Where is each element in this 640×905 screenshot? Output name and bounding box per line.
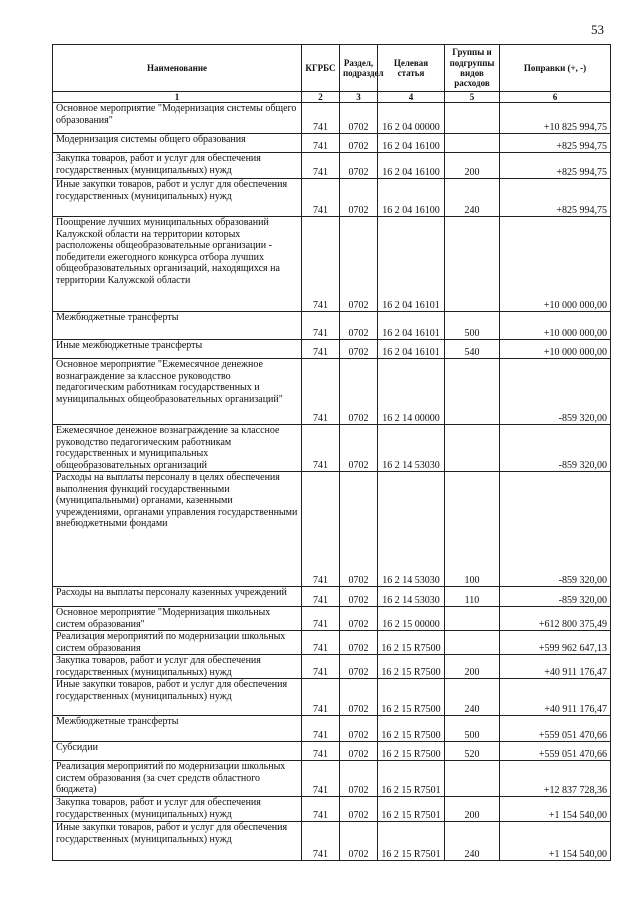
row-group-cell bbox=[445, 607, 500, 631]
row-kgrbs-cell: 741 bbox=[302, 217, 340, 312]
row-target-cell: 16 2 14 53030 bbox=[378, 472, 445, 587]
row-section-cell: 0702 bbox=[340, 359, 378, 425]
table-row bbox=[53, 217, 611, 312]
header-amendments: Поправки (+, -) bbox=[500, 45, 611, 92]
row-name-cell: Закупка товаров, работ и услуг для обеспечения государственных (муниципальных) нужд bbox=[53, 153, 302, 179]
table-body bbox=[53, 103, 611, 861]
row-amount-cell: +10 000 000,00 bbox=[500, 312, 611, 340]
row-amount-cell: +40 911 176,47 bbox=[500, 679, 611, 716]
row-section-cell: 0702 bbox=[340, 587, 378, 607]
row-group-cell bbox=[445, 217, 500, 312]
header-target: Целевая статья bbox=[378, 45, 445, 92]
row-name-cell: Реализация мероприятий по модернизации школьных систем образования (за счет средств областного бюджета) bbox=[53, 761, 302, 797]
row-kgrbs-cell: 741 bbox=[302, 822, 340, 861]
row-section-cell: 0702 bbox=[340, 631, 378, 655]
row-amount-cell: -859 320,00 bbox=[500, 587, 611, 607]
row-amount-cell: +10 000 000,00 bbox=[500, 340, 611, 359]
row-kgrbs-cell: 741 bbox=[302, 153, 340, 179]
row-group-cell: 500 bbox=[445, 312, 500, 340]
table-row bbox=[53, 179, 611, 217]
row-section-cell: 0702 bbox=[340, 179, 378, 217]
row-amount-cell: +12 837 728,36 bbox=[500, 761, 611, 797]
row-kgrbs-cell: 741 bbox=[302, 761, 340, 797]
row-section-cell: 0702 bbox=[340, 340, 378, 359]
row-target-cell: 16 2 04 16100 bbox=[378, 179, 445, 217]
table-row bbox=[53, 312, 611, 340]
row-kgrbs-cell: 741 bbox=[302, 742, 340, 761]
table-row bbox=[53, 679, 611, 716]
table-row bbox=[53, 761, 611, 797]
row-kgrbs-cell: 741 bbox=[302, 655, 340, 679]
row-name-cell: Реализация мероприятий по модернизации школьных систем образования bbox=[53, 631, 302, 655]
row-target-cell: 16 2 15 00000 bbox=[378, 607, 445, 631]
row-name-cell: Расходы на выплаты персоналу казенных учреждений bbox=[53, 587, 302, 607]
row-section-cell: 0702 bbox=[340, 607, 378, 631]
row-group-cell: 500 bbox=[445, 716, 500, 742]
row-group-cell: 240 bbox=[445, 679, 500, 716]
column-number: 5 bbox=[445, 92, 500, 103]
row-section-cell: 0702 bbox=[340, 425, 378, 472]
row-name-cell: Основное мероприятие "Модернизация школьных систем образования" bbox=[53, 607, 302, 631]
table-row bbox=[53, 716, 611, 742]
table-row bbox=[53, 340, 611, 359]
row-kgrbs-cell: 741 bbox=[302, 472, 340, 587]
row-name-cell: Иные закупки товаров, работ и услуг для обеспечения государственных (муниципальных) нужд bbox=[53, 679, 302, 716]
row-name-cell: Основное мероприятие "Ежемесячное денежное вознаграждение за классное руководство педагогическим работникам государственных и муниципальных общеобразовательных организаций" bbox=[53, 359, 302, 425]
row-kgrbs-cell: 741 bbox=[302, 716, 340, 742]
row-name-cell: Иные межбюджетные трансферты bbox=[53, 340, 302, 359]
table-row bbox=[53, 607, 611, 631]
row-amount-cell: +40 911 176,47 bbox=[500, 655, 611, 679]
table-row bbox=[53, 797, 611, 822]
row-section-cell: 0702 bbox=[340, 103, 378, 134]
row-amount-cell: -859 320,00 bbox=[500, 425, 611, 472]
row-kgrbs-cell: 741 bbox=[302, 340, 340, 359]
row-name-cell: Иные закупки товаров, работ и услуг для обеспечения государственных (муниципальных) нужд bbox=[53, 179, 302, 217]
row-name-cell: Основное мероприятие "Модернизация системы общего образования" bbox=[53, 103, 302, 134]
row-target-cell: 16 2 15 R7500 bbox=[378, 631, 445, 655]
row-group-cell bbox=[445, 631, 500, 655]
row-amount-cell: -859 320,00 bbox=[500, 359, 611, 425]
header-kgrbs: КГРБС bbox=[302, 45, 340, 92]
table-row bbox=[53, 587, 611, 607]
row-kgrbs-cell: 741 bbox=[302, 607, 340, 631]
row-section-cell: 0702 bbox=[340, 761, 378, 797]
row-name-cell: Ежемесячное денежное вознаграждение за классное руководство педагогическим работникам государственных и муниципальных общеобразовательных организаций bbox=[53, 425, 302, 472]
row-group-cell bbox=[445, 359, 500, 425]
row-group-cell: 200 bbox=[445, 655, 500, 679]
column-number: 6 bbox=[500, 92, 611, 103]
row-group-cell: 540 bbox=[445, 340, 500, 359]
row-section-cell: 0702 bbox=[340, 312, 378, 340]
row-kgrbs-cell: 741 bbox=[302, 312, 340, 340]
row-target-cell: 16 2 04 16101 bbox=[378, 312, 445, 340]
row-kgrbs-cell: 741 bbox=[302, 134, 340, 153]
row-target-cell: 16 2 04 00000 bbox=[378, 103, 445, 134]
row-name-cell: Межбюджетные трансферты bbox=[53, 716, 302, 742]
row-amount-cell: +825 994,75 bbox=[500, 153, 611, 179]
row-section-cell: 0702 bbox=[340, 153, 378, 179]
header-name: Наименование bbox=[53, 45, 302, 92]
header-section: Раздел, подраздел bbox=[340, 45, 378, 92]
row-group-cell: 110 bbox=[445, 587, 500, 607]
row-name-cell: Поощрение лучших муниципальных образований Калужской области на территории которых расположены общеобразовательные организации - победители ежегодного конкурса отбора лучших общеобразовательных организаций, находящихся на территории Калужской области bbox=[53, 217, 302, 312]
row-target-cell: 16 2 15 R7501 bbox=[378, 822, 445, 861]
row-amount-cell: +559 051 470,66 bbox=[500, 742, 611, 761]
row-target-cell: 16 2 04 16100 bbox=[378, 153, 445, 179]
row-section-cell: 0702 bbox=[340, 742, 378, 761]
row-group-cell bbox=[445, 103, 500, 134]
row-name-cell: Иные закупки товаров, работ и услуг для обеспечения государственных (муниципальных) нужд bbox=[53, 822, 302, 861]
column-number: 4 bbox=[378, 92, 445, 103]
row-kgrbs-cell: 741 bbox=[302, 425, 340, 472]
row-target-cell: 16 2 15 R7500 bbox=[378, 679, 445, 716]
row-section-cell: 0702 bbox=[340, 217, 378, 312]
page-number: 53 bbox=[591, 22, 604, 37]
table-row bbox=[53, 631, 611, 655]
table-row bbox=[53, 103, 611, 134]
row-section-cell: 0702 bbox=[340, 797, 378, 822]
table-row bbox=[53, 425, 611, 472]
column-number: 3 bbox=[340, 92, 378, 103]
row-kgrbs-cell: 741 bbox=[302, 103, 340, 134]
row-kgrbs-cell: 741 bbox=[302, 679, 340, 716]
row-group-cell: 520 bbox=[445, 742, 500, 761]
row-amount-cell: +825 994,75 bbox=[500, 134, 611, 153]
table-row bbox=[53, 655, 611, 679]
row-amount-cell: +10 000 000,00 bbox=[500, 217, 611, 312]
row-section-cell: 0702 bbox=[340, 822, 378, 861]
row-amount-cell: -859 320,00 bbox=[500, 472, 611, 587]
table-row bbox=[53, 153, 611, 179]
row-section-cell: 0702 bbox=[340, 679, 378, 716]
table-row bbox=[53, 134, 611, 153]
row-section-cell: 0702 bbox=[340, 472, 378, 587]
row-kgrbs-cell: 741 bbox=[302, 587, 340, 607]
row-target-cell: 16 2 15 R7500 bbox=[378, 742, 445, 761]
row-group-cell: 200 bbox=[445, 153, 500, 179]
table-row bbox=[53, 359, 611, 425]
row-kgrbs-cell: 741 bbox=[302, 359, 340, 425]
row-target-cell: 16 2 04 16100 bbox=[378, 134, 445, 153]
row-target-cell: 16 2 15 R7500 bbox=[378, 716, 445, 742]
row-amount-cell: +599 962 647,13 bbox=[500, 631, 611, 655]
row-group-cell bbox=[445, 761, 500, 797]
column-number: 1 bbox=[53, 92, 302, 103]
row-section-cell: 0702 bbox=[340, 134, 378, 153]
row-amount-cell: +10 825 994,75 bbox=[500, 103, 611, 134]
column-number-row bbox=[53, 92, 611, 103]
row-group-cell: 240 bbox=[445, 179, 500, 217]
row-kgrbs-cell: 741 bbox=[302, 797, 340, 822]
row-kgrbs-cell: 741 bbox=[302, 179, 340, 217]
row-target-cell: 16 2 14 53030 bbox=[378, 425, 445, 472]
row-target-cell: 16 2 14 53030 bbox=[378, 587, 445, 607]
row-name-cell: Межбюджетные трансферты bbox=[53, 312, 302, 340]
row-amount-cell: +559 051 470,66 bbox=[500, 716, 611, 742]
row-group-cell bbox=[445, 425, 500, 472]
table-row bbox=[53, 742, 611, 761]
row-target-cell: 16 2 04 16101 bbox=[378, 340, 445, 359]
row-group-cell: 100 bbox=[445, 472, 500, 587]
row-name-cell: Субсидии bbox=[53, 742, 302, 761]
row-section-cell: 0702 bbox=[340, 716, 378, 742]
table-header-row bbox=[53, 45, 611, 92]
header-groups: Группы и подгруппы видов расходов bbox=[445, 45, 500, 92]
row-amount-cell: +612 800 375,49 bbox=[500, 607, 611, 631]
row-group-cell: 240 bbox=[445, 822, 500, 861]
row-group-cell bbox=[445, 134, 500, 153]
row-kgrbs-cell: 741 bbox=[302, 631, 340, 655]
row-name-cell: Закупка товаров, работ и услуг для обеспечения государственных (муниципальных) нужд bbox=[53, 655, 302, 679]
row-amount-cell: +1 154 540,00 bbox=[500, 822, 611, 861]
row-group-cell: 200 bbox=[445, 797, 500, 822]
budget-amendments-table bbox=[52, 44, 611, 861]
row-target-cell: 16 2 15 R7501 bbox=[378, 797, 445, 822]
row-name-cell: Расходы на выплаты персоналу в целях обеспечения выполнения функций государственными (муниципальными) органами, казенными учреждениями, органами управления государственными внебюджетными фондами bbox=[53, 472, 302, 587]
row-target-cell: 16 2 15 R7501 bbox=[378, 761, 445, 797]
row-target-cell: 16 2 15 R7500 bbox=[378, 655, 445, 679]
row-amount-cell: +1 154 540,00 bbox=[500, 797, 611, 822]
table-row bbox=[53, 822, 611, 861]
column-number: 2 bbox=[302, 92, 340, 103]
row-target-cell: 16 2 14 00000 bbox=[378, 359, 445, 425]
row-amount-cell: +825 994,75 bbox=[500, 179, 611, 217]
row-name-cell: Закупка товаров, работ и услуг для обеспечения государственных (муниципальных) нужд bbox=[53, 797, 302, 822]
row-target-cell: 16 2 04 16101 bbox=[378, 217, 445, 312]
row-section-cell: 0702 bbox=[340, 655, 378, 679]
row-name-cell: Модернизация системы общего образования bbox=[53, 134, 302, 153]
table-row bbox=[53, 472, 611, 587]
